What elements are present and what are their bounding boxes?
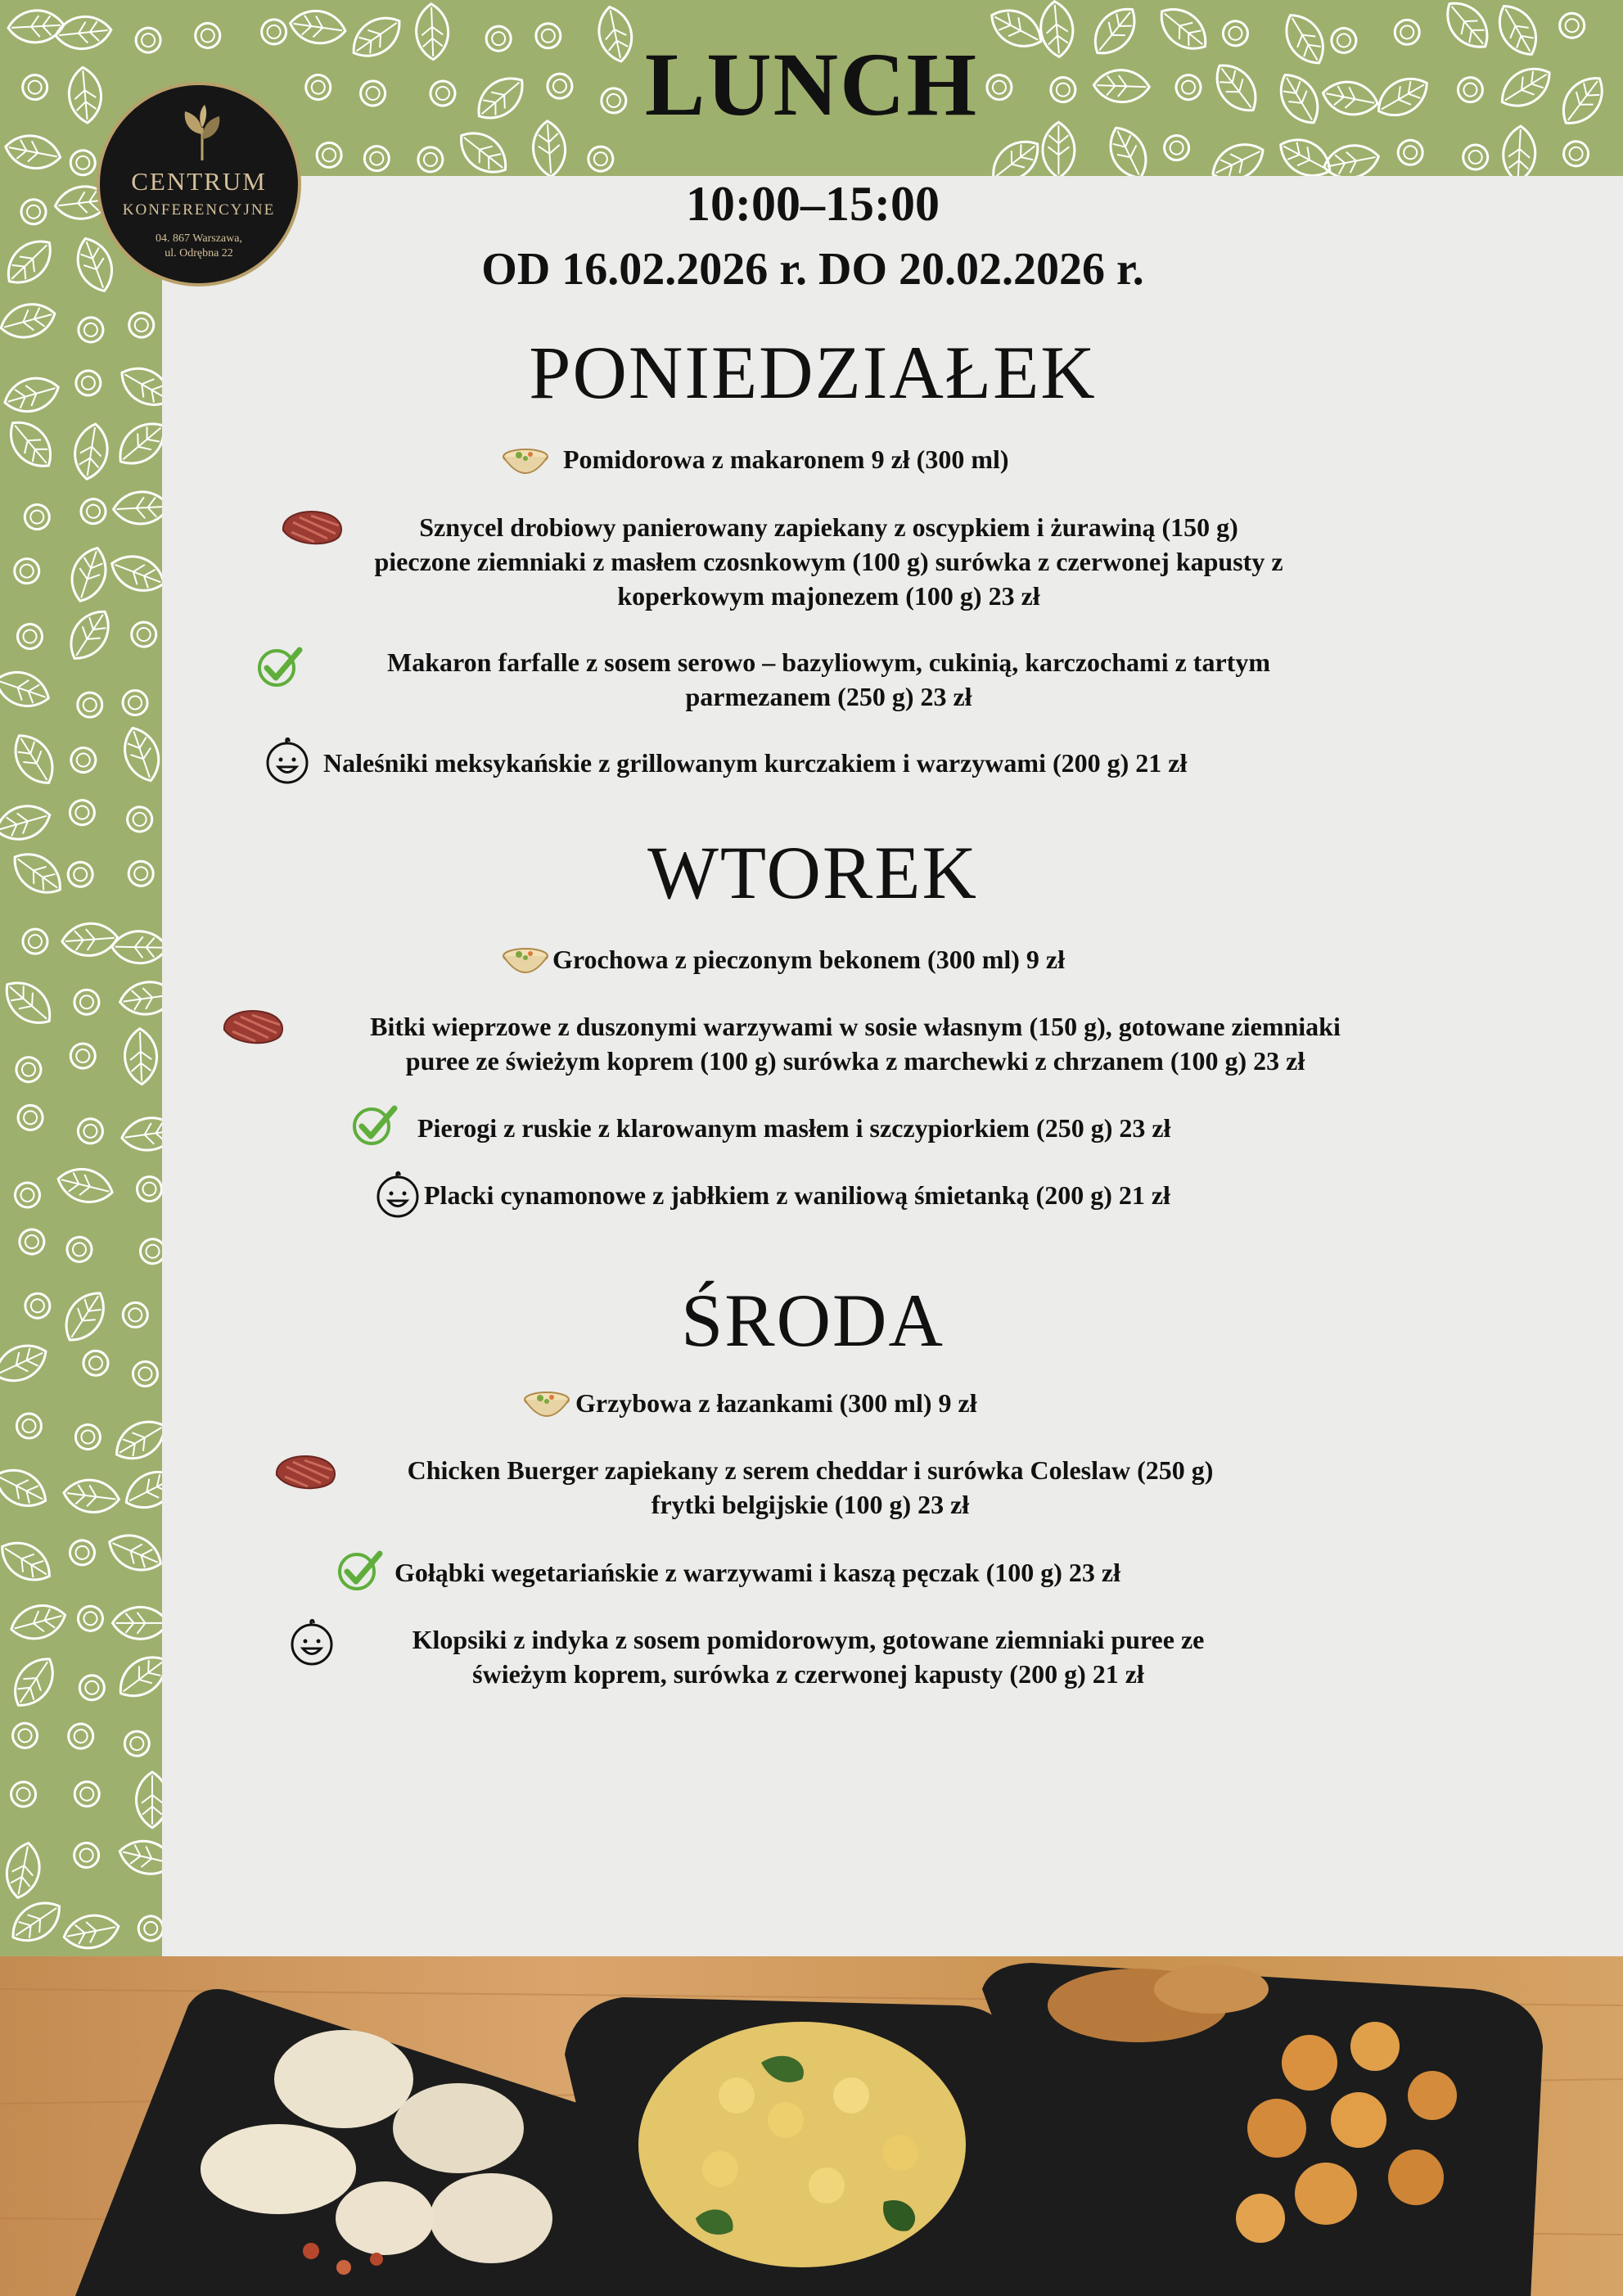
cucumber-pattern-icon xyxy=(72,1421,104,1453)
meat-icon xyxy=(272,1450,340,1497)
item-line: puree ze świeżym koprem (100 g) surówka z marchewki z chrzanem (100 g) 23 zł xyxy=(405,1046,1305,1076)
cucumber-pattern-icon xyxy=(20,197,48,226)
cucumber-pattern-icon xyxy=(67,744,99,776)
cucumber-pattern-icon xyxy=(124,857,158,891)
leaf-pattern-icon xyxy=(54,1163,115,1207)
menu-item-wednesday-soup xyxy=(575,1386,1148,1420)
cucumber-pattern-icon xyxy=(13,557,41,584)
cucumber-pattern-icon xyxy=(133,1172,166,1206)
leaf-pattern-icon xyxy=(65,544,112,607)
leaf-pattern-icon xyxy=(124,1028,157,1085)
cucumber-pattern-icon xyxy=(128,1356,162,1391)
item-line: Bitki wieprzowe z duszonymi warzywami w sosie własnym (150 g), gotowane ziemniaki xyxy=(370,1012,1341,1041)
menu-item-monday-kids xyxy=(323,746,1342,780)
cucumber-pattern-icon xyxy=(15,622,44,652)
cucumber-pattern-icon xyxy=(7,1777,40,1811)
cucumber-pattern-icon xyxy=(65,796,98,829)
cucumber-pattern-icon xyxy=(69,148,97,177)
cucumber-pattern-icon xyxy=(22,928,49,955)
menu-item-tuesday-vege xyxy=(417,1111,1359,1145)
cucumber-pattern-icon xyxy=(8,1719,42,1752)
cucumber-pattern-icon xyxy=(124,308,158,341)
cucumber-pattern-icon xyxy=(359,142,394,176)
kid-face-icon xyxy=(286,1617,337,1671)
leaf-pattern-icon xyxy=(103,1527,167,1578)
leaf-pattern-icon xyxy=(0,972,60,1033)
cucumber-pattern-icon xyxy=(69,1838,103,1872)
serving-hours: 10:00–15:00 xyxy=(686,177,940,231)
cucumber-pattern-icon xyxy=(73,988,101,1017)
cucumber-pattern-icon xyxy=(74,1671,109,1705)
leaf-pattern-icon xyxy=(0,1461,52,1515)
leaf-pattern-icon xyxy=(0,231,61,292)
logo-address-line1: 04. 867 Warszawa, xyxy=(156,232,242,245)
menu-item-tuesday-main xyxy=(278,1009,1432,1078)
cucumber-pattern-icon xyxy=(23,1292,52,1320)
cucumber-pattern-icon xyxy=(123,690,148,715)
leaf-pattern-icon xyxy=(62,1477,121,1515)
kid-face-icon xyxy=(372,1169,423,1224)
menu-item-wednesday-main xyxy=(336,1453,1285,1522)
cucumber-pattern-icon xyxy=(413,142,448,177)
leaf-pattern-icon xyxy=(111,931,168,963)
cucumber-pattern-icon xyxy=(1458,140,1493,174)
day-heading-monday: PONIEDZIAŁEK xyxy=(529,331,1097,414)
leaf-pattern-icon xyxy=(1,372,63,417)
leaf-pattern-icon xyxy=(1,413,61,476)
leaf-pattern-icon xyxy=(6,844,70,903)
leaf-pattern-icon xyxy=(71,422,111,481)
cucumber-pattern-icon xyxy=(67,1040,98,1071)
item-line: Pierogi z ruskie z klarowanym masłem i szczypiorkiem (250 g) 23 zł xyxy=(417,1113,1171,1143)
leaf-pattern-icon xyxy=(2,1840,44,1901)
day-heading-wednesday: ŚRODA xyxy=(681,1279,944,1362)
cucumber-pattern-icon xyxy=(585,143,616,174)
leaf-pattern-icon xyxy=(5,1650,62,1714)
cucumber-pattern-icon xyxy=(82,1349,110,1377)
cucumber-pattern-icon xyxy=(74,368,104,399)
day-heading-tuesday: WTOREK xyxy=(647,831,978,914)
menu-item-tuesday-kids xyxy=(424,1178,1373,1212)
kid-face-icon xyxy=(262,735,313,790)
soup-icon xyxy=(522,1383,571,1430)
soup-icon xyxy=(501,940,550,986)
item-line: Grzybowa z łazankami (300 ml) 9 zł xyxy=(575,1388,977,1418)
cucumber-pattern-icon xyxy=(74,1603,106,1635)
food-photo xyxy=(0,1956,1623,2296)
cucumber-pattern-icon xyxy=(131,622,156,647)
cucumber-pattern-icon xyxy=(118,1297,152,1332)
cucumber-pattern-icon xyxy=(66,1236,93,1263)
container-dumplings xyxy=(74,1989,651,2296)
soup-icon xyxy=(501,440,550,487)
cucumber-pattern-icon xyxy=(12,1053,45,1086)
logo-name-line2: KONFERENCYJNE xyxy=(122,201,276,219)
menu-item-monday-main xyxy=(278,510,1379,613)
item-line: Chicken Buerger zapiekany z serem cheddar i surówka Coleslaw (250 g) xyxy=(407,1455,1214,1485)
cucumber-pattern-icon xyxy=(70,1777,104,1811)
item-line: Klopsiki z indyka z sosem pomidorowym, gotowane ziemniaki puree ze xyxy=(412,1625,1205,1654)
cucumber-pattern-icon xyxy=(65,1536,99,1570)
cucumber-pattern-icon xyxy=(20,500,54,534)
logo-address-line2: ul. Odrębna 22 xyxy=(165,247,233,259)
date-range: OD 16.02.2026 r. DO 20.02.2026 r. xyxy=(481,244,1144,295)
leaf-pattern-icon xyxy=(4,1893,68,1951)
cucumber-pattern-icon xyxy=(64,858,97,891)
cucumber-pattern-icon xyxy=(67,1723,94,1750)
item-line: świeżym koprem, surówka z czerwonej kapusty (200 g) 21 zł xyxy=(472,1659,1144,1689)
menu-item-wednesday-kids xyxy=(340,1622,1277,1691)
cucumber-pattern-icon xyxy=(1396,139,1423,166)
cucumber-pattern-icon xyxy=(76,494,110,528)
leaf-pattern-icon xyxy=(112,1607,168,1639)
leaf-pattern-icon xyxy=(7,1599,70,1644)
leaf-pattern-icon xyxy=(0,800,54,846)
leaf-pattern-icon xyxy=(61,603,119,667)
item-line: Grochowa z pieczonym bekonem (300 ml) 9 zł xyxy=(552,945,1065,974)
item-line: Pomidorowa z makaronem 9 zł (300 ml) xyxy=(563,444,1009,474)
cucumber-pattern-icon xyxy=(125,805,154,833)
vegetarian-check-icon xyxy=(350,1103,398,1150)
leaf-pattern-icon xyxy=(56,1284,114,1348)
cucumber-pattern-icon xyxy=(11,1179,43,1211)
cucumber-pattern-icon xyxy=(120,1727,153,1760)
leaf-pattern-icon xyxy=(0,1337,52,1389)
item-line: Naleśniki meksykańskie z grillowanym kurczakiem i warzywami (200 g) 21 zł xyxy=(323,748,1188,778)
cucumber-pattern-icon xyxy=(316,142,343,169)
vegetarian-check-icon xyxy=(336,1549,383,1595)
menu-item-wednesday-vege xyxy=(394,1555,1336,1590)
leaf-pattern-icon xyxy=(2,131,63,173)
cucumber-pattern-icon xyxy=(1562,139,1590,168)
logo-name-line1: CENTRUM xyxy=(131,167,267,196)
item-line: Placki cynamonowe z jabłkiem z waniliową śmietanką (200 g) 21 zł xyxy=(424,1180,1170,1210)
item-line: Gołąbki wegetariańskie z warzywami i kaszą pęczak (100 g) 23 zł xyxy=(394,1558,1120,1587)
cucumber-pattern-icon xyxy=(16,1226,47,1257)
sprout-logo-icon xyxy=(174,103,231,162)
item-line: koperkowym majonezem (100 g) 23 zł xyxy=(617,581,1040,611)
leaf-pattern-icon xyxy=(0,298,59,343)
page-title: LUNCH xyxy=(644,34,979,134)
cucumber-pattern-icon xyxy=(73,688,107,722)
cucumber-pattern-icon xyxy=(74,1114,107,1148)
menu-item-tuesday-soup xyxy=(552,942,1174,977)
item-line: frytki belgijskie (100 g) 23 zł xyxy=(651,1490,970,1519)
leaf-pattern-icon xyxy=(0,665,54,713)
cucumber-pattern-icon xyxy=(76,315,106,345)
leaf-pattern-icon xyxy=(0,1533,58,1590)
cucumber-pattern-icon xyxy=(16,1103,45,1132)
leaf-pattern-icon xyxy=(106,548,169,598)
item-line: parmezanem (250 g) 23 zł xyxy=(685,682,972,711)
cucumber-pattern-icon xyxy=(16,1414,42,1439)
menu-item-monday-vege xyxy=(291,645,1367,714)
leaf-pattern-icon xyxy=(61,1910,121,1952)
menu-item-monday-soup xyxy=(563,442,1103,476)
leaf-pattern-icon xyxy=(6,727,62,791)
item-line: pieczone ziemniaki z masłem czosnkowym (100 g) surówka z czerwonej kapusty z xyxy=(374,547,1283,576)
item-line: Sznycel drobiowy panierowany zapiekany z oscypkiem i żurawiną (150 g) xyxy=(419,512,1238,542)
leaf-pattern-icon xyxy=(61,922,119,958)
item-line: Makaron farfalle z sosem serowo – bazyliowym, cukinią, karczochami z tartym xyxy=(387,647,1270,677)
leaf-pattern-icon xyxy=(118,723,166,786)
